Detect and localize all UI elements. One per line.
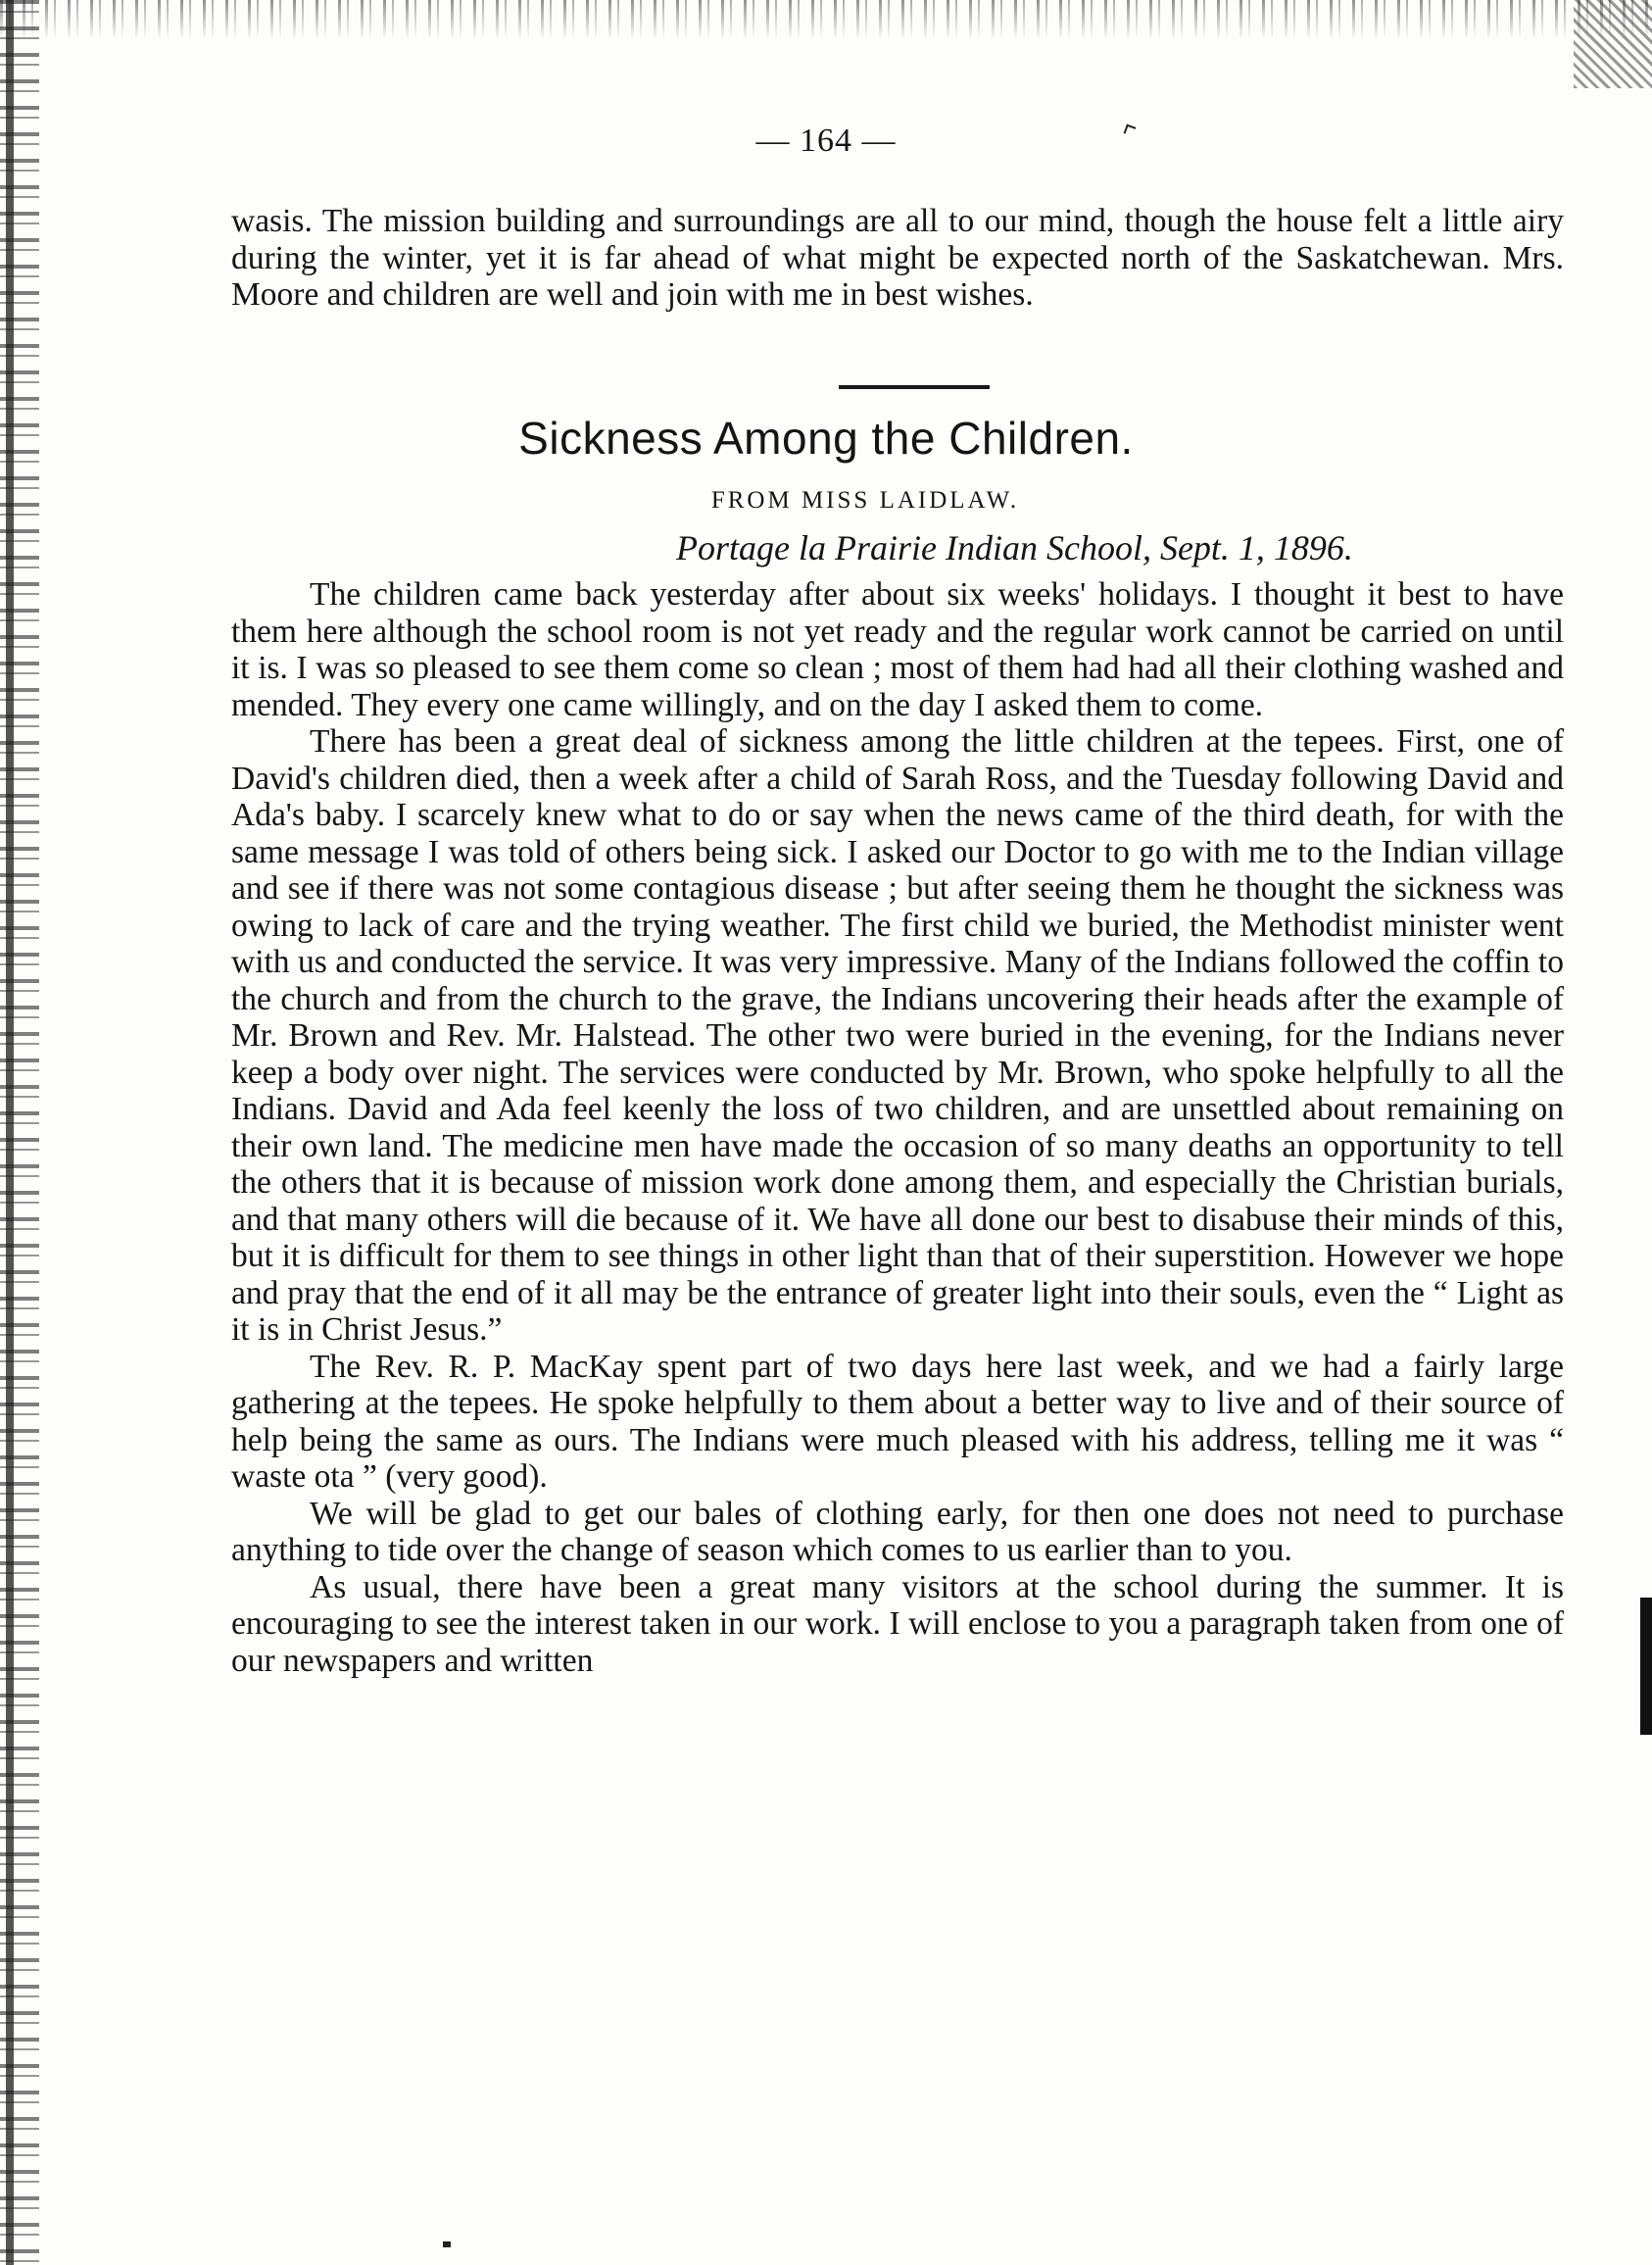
scan-edge-top-fade bbox=[0, 0, 1652, 39]
article-paragraph: The children came back yesterday after about six weeks' holidays. I thought it best to have them here although the school room is not yet ready and the regular work cannot be carried on until it is. I was so pleased to see them come so clean ; most of them had had all their clothing washed and mended. They every one came willingly, and on the day I asked them to come. bbox=[231, 576, 1564, 723]
scan-edge-right-corner bbox=[1574, 0, 1652, 88]
article-paragraph: We will be glad to get our bales of clothing early, for then one does not need to purchase anything to tide over the change of season which comes to us earlier than to you. bbox=[231, 1495, 1564, 1568]
stray-dot bbox=[443, 2241, 451, 2247]
article-paragraph: As usual, there have been a great many visitors at the school during the summer. It is encouraging to see the interest taken in our work. I will enclose to you a paragraph taken from one of our newspapers and written bbox=[231, 1568, 1564, 1679]
intro-text: wasis. The mission building and surroundings are all to our mind, though the house felt a little airy during the winter, yet it is far ahead of what might be expected north of the Saskatchewan. Mrs. Moore and children are well and join with me in best wishes. bbox=[231, 203, 1564, 313]
article-paragraph: There has been a great deal of sickness among the little children at the tepees. First, one of David's children died, then a week after a child of Sarah Ross, and the Tuesday following David and Ada's baby. I scarcely knew what to do or say when the news came of the third death, for with the same message I was told of others being sick. I asked our Doctor to go with me to the Indian village and see if there was not some contagious disease ; but after seeing them he thought the sickness was owing to lack of care and the trying weather. The first child we buried, the Methodist minister went with us and conducted the service. It was very impressive. Many of the Indians followed the coffin to the church and from the church to the grave, the Indians uncovering their heads after the example of Mr. Brown and Rev. Mr. Halstead. The other two were buried in the evening, for the Indians never keep a body over night. The services were conducted by Mr. Brown, who spoke helpfully to all the Indians. David and Ada feel keenly the loss of two children, and are unsettled about remaining on their own land. The medicine men have made the occasion of so many deaths an opportunity to tell the others that it is because of mission work done among them, and especially the Christian burials, and that many others will die because of it. We have all done our best to disabuse their minds of this, but it is difficult for them to see things in other light than that of their superstition. However we hope and pray that the end of it all may be the entrance of greater light into their souls, even the “ Light as it is in Christ Jesus.” bbox=[231, 723, 1564, 1348]
scan-edge-right-mark bbox=[1640, 1598, 1652, 1735]
section-divider bbox=[839, 385, 990, 389]
article-byline: FROM MISS LAIDLAW. bbox=[710, 487, 1020, 514]
article-dateline: Portage la Prairie Indian School, Sept. 1, 1896. bbox=[676, 528, 1353, 567]
intro-paragraph bbox=[231, 203, 1564, 314]
article-body bbox=[231, 576, 1564, 1679]
binding-shadow bbox=[6, 0, 14, 2265]
page-number: — 164 — bbox=[755, 123, 897, 159]
article-heading: Sickness Among the Children. bbox=[518, 413, 1134, 464]
article-paragraph: The Rev. R. P. MacKay spent part of two days here last week, and we had a fairly large gathering at the tepees. He spoke helpfully to them about a better way to live and of their source of help being the same as ours. The Indians were much pleased with his address, telling me it was “ waste ota ” (very good). bbox=[231, 1348, 1564, 1495]
